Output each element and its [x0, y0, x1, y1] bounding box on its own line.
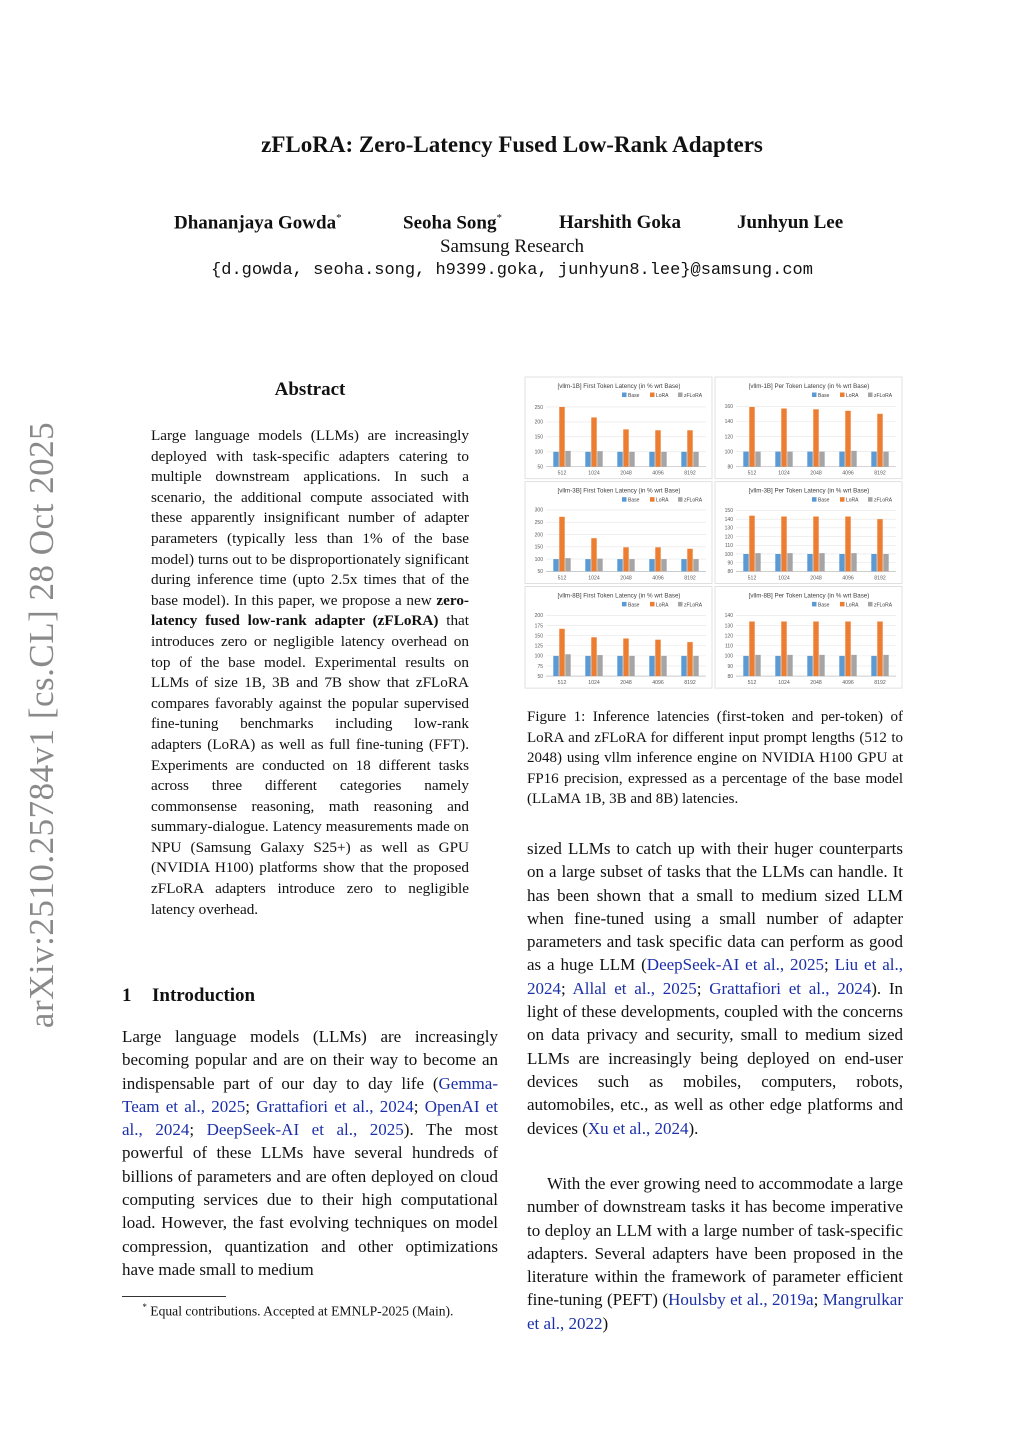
y-tick-label: 175 [534, 623, 543, 630]
paragraph-text: ; [813, 1290, 823, 1310]
y-tick-label: 250 [534, 404, 543, 411]
bar [661, 656, 666, 676]
bar [553, 656, 558, 676]
paragraph-text: sized LLMs to catch up with their huger counterparts on a large subset of tasks that the LLMs can handle. It has been shown that a small to medium sized LLM when fine-tuned using a small number of adapter parameters and task specific data can perform as good as a huge LLM ( [527, 839, 903, 975]
bar [749, 516, 754, 572]
bar [591, 417, 596, 466]
y-tick-label: 125 [534, 643, 543, 650]
y-tick-label: 120 [724, 633, 733, 640]
y-tick-label: 300 [534, 507, 543, 514]
author-emails: {d.gowda, seoha.song, h9399.goka, junhyun8.lee}@samsung.com [211, 261, 813, 280]
bar [781, 409, 786, 467]
x-tick-label: 512 [557, 470, 567, 477]
x-tick-label: 8192 [874, 680, 886, 687]
intro-paragraph-1 [122, 1025, 498, 1281]
x-tick-label: 512 [557, 575, 567, 582]
x-tick-label: 1024 [778, 470, 790, 477]
x-tick-label: 8192 [874, 575, 886, 582]
y-tick-label: 110 [725, 643, 733, 650]
bar [787, 553, 792, 571]
bar [661, 452, 666, 467]
x-tick-label: 4096 [842, 680, 854, 687]
bar [807, 656, 812, 676]
chart-panel [525, 377, 712, 479]
bar [781, 517, 786, 572]
bar [813, 409, 818, 466]
legend-label: LoRA [846, 497, 859, 504]
x-tick-label: 2048 [810, 680, 822, 687]
legend-label: zFLoRA [874, 497, 893, 504]
x-tick-label: 4096 [652, 575, 664, 582]
bar [661, 559, 666, 571]
bar [623, 547, 628, 571]
citation-link[interactable]: Liu et al., 2024 [527, 955, 903, 998]
arxiv-sidebar [22, 421, 62, 1029]
legend-swatch [812, 393, 817, 398]
author-mark: * [336, 212, 342, 224]
bar [559, 629, 564, 676]
y-tick-label: 140 [724, 516, 733, 523]
legend-label: zFLoRA [684, 497, 703, 504]
bar [755, 452, 760, 467]
x-tick-label: 8192 [874, 470, 886, 477]
legend-label: LoRA [656, 393, 669, 399]
x-tick-label: 1024 [588, 680, 600, 687]
bar [623, 638, 628, 676]
y-tick-label: 75 [537, 663, 543, 670]
chart-title: [vllm-3B] First Token Latency (in % wrt Base) [557, 487, 681, 495]
chart-panel [715, 586, 902, 688]
x-tick-label: 1024 [588, 470, 600, 477]
legend-swatch [622, 602, 627, 607]
bar [617, 559, 622, 571]
citation-link[interactable]: DeepSeek-AI et al., 2025 [206, 1120, 404, 1140]
bar [749, 621, 754, 676]
bar [623, 429, 628, 466]
section-title: Introduction [152, 985, 256, 1006]
author-name: Seoha Song [403, 212, 497, 234]
x-tick-label: 2048 [620, 470, 632, 477]
latency-charts [524, 376, 904, 690]
bar [877, 414, 882, 467]
x-tick-label: 1024 [778, 680, 790, 687]
y-tick-label: 250 [534, 520, 543, 527]
legend-label: zFLoRA [874, 393, 893, 399]
bar [585, 656, 590, 676]
x-tick-label: 1024 [778, 575, 790, 582]
legend-swatch [678, 602, 683, 607]
bar [813, 621, 818, 676]
legend-label: LoRA [846, 393, 859, 399]
legend-label: Base [818, 602, 830, 609]
y-tick-label: 140 [724, 613, 733, 620]
chart-title: [vllm-1B] Per Token Latency (in % wrt Base) [748, 383, 870, 390]
bar [565, 451, 570, 467]
paragraph-text: ). In light of these developments, coupled with the concerns on data privacy and security, small to medium sized LLMs are increasingly being deployed on end-user devices such as mobiles, computers, robots, automobiles, etc., as well as other edge platforms and devices ( [527, 978, 904, 1138]
bar [553, 559, 558, 571]
citation-link[interactable]: Mangrulkar et al., 2022 [527, 1290, 903, 1333]
bar [553, 452, 558, 467]
paragraph-text: ; [561, 978, 573, 998]
paragraph-text: ; [823, 955, 835, 975]
legend-swatch [840, 602, 845, 607]
y-tick-label: 80 [727, 673, 733, 680]
bar [681, 656, 686, 676]
bar [681, 559, 686, 571]
bar [687, 549, 692, 572]
footnote-rule [122, 1296, 226, 1297]
bar [883, 554, 888, 571]
citation-link[interactable]: Gemma-Team et al., 2025 [122, 1073, 498, 1116]
bar [591, 538, 596, 571]
paragraph-text: ; [189, 1120, 207, 1140]
x-tick-label: 2048 [620, 680, 632, 687]
bar [883, 452, 888, 467]
x-tick-label: 8192 [684, 470, 696, 477]
chart-panel [525, 586, 712, 688]
y-tick-label: 90 [727, 663, 733, 670]
bar [743, 554, 748, 571]
bar [649, 452, 654, 467]
legend-swatch [840, 497, 845, 502]
affiliation: Samsung Research [439, 236, 585, 257]
author-name: Junhyun Lee [737, 212, 844, 233]
y-tick-label: 130 [724, 623, 733, 630]
abstract-text-1: Large language models (LLMs) are increasingly deployed with task-specific adapters catering to multiple downstream applications. In such a scenario, the additional compute associated with these apparently insignificant number of adapter parameters (typically less than 1% of the base model) turns out to be disproportionately significant during inference time (upto 2.5x times that of the base model). In this paper, we propose a new [151, 427, 469, 609]
y-tick-label: 150 [534, 633, 543, 640]
chart-title: [vllm-1B] First Token Latency (in % wrt Base) [557, 383, 681, 390]
x-tick-label: 4096 [652, 680, 664, 687]
y-tick-label: 150 [534, 544, 543, 551]
author-mark: * [496, 212, 502, 224]
author-1 [174, 212, 342, 234]
bar [787, 452, 792, 467]
bar [839, 656, 844, 676]
y-tick-label: 140 [724, 419, 733, 426]
bar [693, 452, 698, 467]
bar [845, 621, 850, 676]
y-tick-label: 100 [534, 556, 543, 563]
x-tick-label: 1024 [588, 575, 600, 582]
legend-label: LoRA [656, 497, 669, 504]
abstract-heading: Abstract [274, 379, 346, 400]
y-tick-label: 150 [724, 508, 733, 515]
citation-link[interactable]: OpenAI et al., 2024 [122, 1096, 498, 1140]
legend-swatch [650, 497, 655, 502]
paragraph-text: With the ever growing need to accommodate a large number of downstream tasks it has become imperative to deploy an LLM with a large number of task-specific adapters. Several adapters have been proposed in the literature within the framework of parameter efficient fine-tuning (PEFT) ( [527, 1174, 903, 1310]
legend-swatch [678, 497, 683, 502]
y-tick-label: 160 [724, 404, 733, 411]
bar [877, 621, 882, 676]
bar [559, 517, 564, 572]
y-tick-label: 150 [534, 434, 543, 441]
bar [681, 452, 686, 467]
paragraph-text: ). [688, 1118, 699, 1138]
bar [871, 554, 876, 571]
bar [781, 621, 786, 676]
bar [591, 637, 596, 676]
bar [649, 656, 654, 676]
legend-label: LoRA [656, 602, 669, 609]
bar [559, 407, 564, 467]
y-tick-label: 80 [727, 569, 733, 576]
y-tick-label: 120 [724, 534, 733, 541]
y-tick-label: 80 [727, 464, 733, 471]
x-tick-label: 512 [747, 680, 757, 687]
paper-title: zFLoRA: Zero-Latency Fused Low-Rank Adapters [261, 132, 763, 157]
y-tick-label: 90 [727, 560, 733, 567]
y-tick-label: 200 [534, 613, 543, 620]
legend-swatch [868, 497, 873, 502]
y-tick-label: 100 [534, 653, 543, 660]
bar [655, 640, 660, 676]
legend-swatch [812, 497, 817, 502]
legend-label: zFLoRA [684, 393, 703, 399]
y-tick-label: 100 [724, 653, 733, 660]
bar [743, 656, 748, 676]
chart-panel [525, 482, 712, 584]
bar [775, 554, 780, 571]
bar [839, 452, 844, 467]
legend-label: LoRA [846, 602, 859, 609]
x-tick-label: 512 [747, 575, 757, 582]
x-tick-label: 512 [747, 470, 757, 477]
x-tick-label: 8192 [684, 575, 696, 582]
chart-panel [715, 482, 902, 584]
bar [597, 559, 602, 572]
bar [755, 553, 760, 571]
y-tick-label: 130 [724, 525, 733, 532]
citation-link[interactable]: DeepSeek-AI et al., 2025 [646, 955, 824, 975]
arxiv-identifier: arXiv:2510.25784v1 [cs.CL] 28 Oct 2025 [22, 421, 61, 1029]
bar [775, 656, 780, 676]
x-tick-label: 4096 [842, 575, 854, 582]
bar [629, 559, 634, 571]
legend-label: Base [628, 602, 640, 609]
footnote-mark: * [142, 1302, 147, 1312]
bar [819, 655, 824, 676]
paragraph-text: ; [413, 1096, 425, 1116]
citation-link[interactable]: Xu et al., 2024 [587, 1118, 689, 1138]
section-heading-introduction [122, 985, 255, 1007]
bar [851, 451, 856, 467]
author-3 [559, 212, 681, 234]
y-tick-label: 200 [534, 419, 543, 426]
footnote [122, 1298, 498, 1321]
bar [629, 656, 634, 676]
legend-swatch [868, 393, 873, 398]
bar [687, 430, 692, 466]
bar [871, 452, 876, 467]
bar [597, 655, 602, 676]
figure-caption: Figure 1: Inference latencies (first-token and per-token) of LoRA and zFLoRA for different input prompt lengths (512 to 2048) using vllm inference engine on NVIDIA H100 GPU at FP16 precision, expressed as a percentage of the base model (LLaMA 1B, 3B and 8B) latencies. [527, 709, 903, 808]
citation-link[interactable]: Allal et al., 2025 [572, 978, 697, 998]
citation-link[interactable]: Grattafiori et al., 2024 [256, 1096, 414, 1116]
author-name: Harshith Goka [559, 212, 681, 233]
paragraph-text: ; [245, 1096, 257, 1116]
bar [693, 559, 698, 571]
y-tick-label: 200 [534, 532, 543, 539]
y-tick-label: 100 [724, 449, 733, 456]
bar [807, 452, 812, 467]
footnote-text: Equal contributions. Accepted at EMNLP-2025 (Main). [146, 1303, 454, 1319]
citation-link[interactable]: Houlsby et al., 2019a [668, 1290, 814, 1310]
legend-label: Base [818, 393, 830, 399]
legend-swatch [678, 393, 683, 398]
paragraph-text: Large language models (LLMs) are increasingly becoming popular and are on their way to become an indispensable part of our day to day life ( [122, 1027, 498, 1093]
bar [649, 559, 654, 571]
intro-paragraph-3 [527, 1172, 903, 1335]
citation-link[interactable]: Grattafiori et al., 2024 [709, 978, 872, 998]
y-tick-label: 110 [725, 543, 733, 550]
legend-swatch [840, 393, 845, 398]
bar [839, 554, 844, 571]
author-2 [403, 212, 502, 234]
chart-title: [vllm-8B] First Token Latency (in % wrt Base) [557, 592, 681, 600]
x-tick-label: 8192 [684, 680, 696, 687]
abstract-text-2: that introduces zero or negligible latency overhead on top of the base model. Experimental results on LLMs of size 1B, 3B and 7B show that zFLoRA compares favorably against the popular supervised fine-tuning benchmarks including low-rank adapters (LoRA) as well as full fine-tuning (FFT). Experiments are conducted on 18 different tasks across three different categories namely commonsense reasoning, math reasoning and summary-dialogue. Latency measurements made on NPU (Samsung Galaxy S25+) as well as GPU (NVIDIA H100) platforms show that the proposed zFLoRA adapters introduce zero to negligible latency overhead. [151, 612, 469, 918]
bar [597, 451, 602, 467]
y-tick-label: 120 [724, 434, 733, 441]
bar [877, 519, 882, 571]
author-name: Dhananjaya Gowda [174, 212, 337, 234]
bar [629, 452, 634, 467]
chart-panel [715, 377, 902, 479]
bar [743, 452, 748, 467]
bar [845, 517, 850, 572]
x-tick-label: 2048 [620, 575, 632, 582]
bar [787, 655, 792, 676]
legend-label: zFLoRA [684, 602, 703, 609]
y-tick-label: 100 [724, 551, 733, 558]
bar [585, 559, 590, 571]
legend-label: Base [628, 497, 640, 504]
legend-swatch [812, 602, 817, 607]
y-tick-label: 50 [537, 673, 543, 680]
bar [687, 642, 692, 676]
legend-swatch [650, 602, 655, 607]
legend-swatch [622, 497, 627, 502]
bar [755, 655, 760, 676]
bar [851, 553, 856, 571]
x-tick-label: 2048 [810, 470, 822, 477]
paragraph-text: ; [696, 978, 710, 998]
bar [655, 430, 660, 466]
chart-title: [vllm-8B] Per Token Latency (in % wrt Base) [748, 592, 870, 600]
legend-label: Base [628, 393, 640, 399]
paragraph-text: ) [602, 1313, 609, 1333]
y-tick-label: 100 [534, 449, 543, 456]
bar [845, 411, 850, 467]
bar [819, 452, 824, 467]
legend-swatch [868, 602, 873, 607]
bar [585, 452, 590, 467]
bar [565, 558, 570, 571]
bar [851, 655, 856, 676]
x-tick-label: 512 [557, 680, 567, 687]
y-tick-label: 50 [537, 569, 543, 576]
figure-1 [524, 376, 904, 690]
bar [749, 407, 754, 467]
bar [807, 554, 812, 571]
bar [565, 654, 570, 676]
paragraph-text: ). The most powerful of these LLMs have several hundreds of billions of parameters and are often deployed on cloud computing services due to their high computational load. However, the fast evolving techniques on model compression, quantization and other optimizations have made small to medium [122, 1120, 498, 1279]
bar [775, 452, 780, 467]
legend-label: Base [818, 497, 830, 504]
legend-label: zFLoRA [874, 602, 893, 609]
bar [655, 547, 660, 571]
legend-swatch [622, 393, 627, 398]
bar [819, 553, 824, 571]
intro-paragraph-2 [527, 837, 903, 1140]
bar [813, 517, 818, 572]
x-tick-label: 4096 [842, 470, 854, 477]
abstract-body [151, 426, 469, 920]
author-4 [737, 212, 843, 234]
x-tick-label: 2048 [810, 575, 822, 582]
chart-title: [vllm-3B] Per Token Latency (in % wrt Base) [748, 487, 870, 495]
y-tick-label: 50 [537, 464, 543, 471]
bar [617, 452, 622, 467]
abstract-bold-term: zero-latency fused low-rank adapter (zFLoRA) [151, 591, 469, 630]
x-tick-label: 4096 [652, 470, 664, 477]
bar [871, 656, 876, 676]
bar [617, 656, 622, 676]
bar [883, 655, 888, 676]
bar [693, 656, 698, 676]
section-number: 1 [122, 985, 132, 1006]
legend-swatch [650, 393, 655, 398]
